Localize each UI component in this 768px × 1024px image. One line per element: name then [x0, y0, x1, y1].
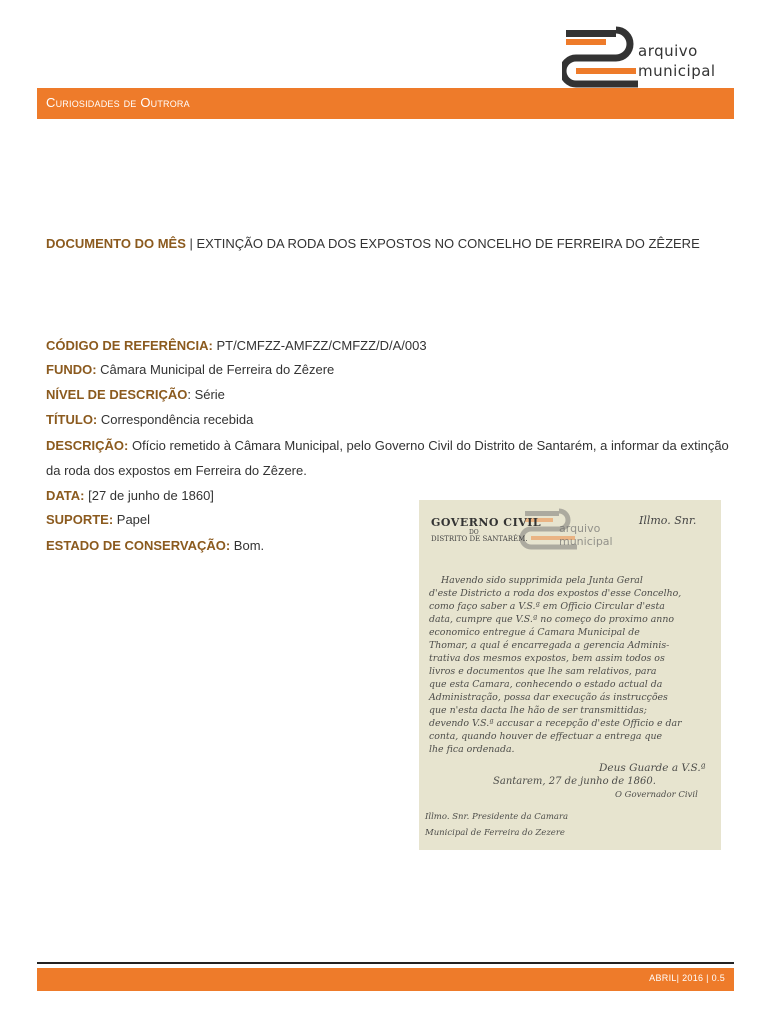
metadata-estado: [46, 534, 406, 558]
letter-line: livros e documentos que lhe sam relativos, para: [429, 666, 657, 677]
letter-line: d'este Districto a roda dos expostos d'esse Concelho,: [429, 588, 682, 599]
reference-label: CÓDIGO DE REFERÊNCIA:: [46, 338, 213, 353]
data-label: DATA:: [46, 488, 85, 503]
titulo-label: TÍTULO:: [46, 412, 98, 427]
logo-text-municipal: municipal: [638, 62, 716, 80]
data-value: [27 de junho de 1860]: [84, 488, 214, 503]
logo-text-arquivo: arquivo: [638, 42, 698, 60]
letter-line: Havendo sido supprimida pela Junta Geral: [441, 575, 643, 586]
letter-line: Municipal de Ferreira do Zezere: [425, 828, 565, 838]
section-header-bar: [37, 88, 734, 119]
letter-line: trativa dos mesmos expostos, bem assim todos os: [429, 653, 665, 664]
letter-line: conta, quando houver de effectuar a entrega que: [429, 731, 663, 742]
letterhead-governo-civil: GOVERNO CIVIL: [431, 516, 542, 529]
letter-line: que n'esta dacta lhe hão de ser transmittidas;: [429, 705, 647, 716]
suporte-value: Papel: [113, 512, 151, 527]
reference-value: PT/CMFZZ-AMFZZ/CMFZZ/D/A/003: [212, 338, 427, 353]
footer-page-info: ABRIL| 2016 | 0.5: [649, 973, 725, 983]
letter-line: O Governador Civil: [615, 790, 698, 800]
letter-line: data, cumpre que V.S.ª no começo do proximo anno: [429, 614, 675, 625]
metadata-nivel: [46, 383, 726, 407]
logo-mark-icon: [562, 26, 642, 88]
letter-line: devendo V.S.ª accusar a recepção d'este Officio e dar: [429, 718, 682, 729]
letter-line: Illmo. Snr. Presidente da Camara: [425, 812, 569, 822]
estado-label: ESTADO DE CONSERVAÇÃO:: [46, 538, 231, 553]
letter-line: lhe fica ordenada.: [429, 744, 515, 755]
historical-document-photo: [419, 500, 721, 850]
arquivo-municipal-logo: [562, 26, 732, 90]
letter-line: economico entregue á Camara Municipal de: [429, 627, 640, 638]
metadata-suporte: [46, 508, 406, 532]
suporte-label: SUPORTE:: [46, 512, 114, 527]
document-heading: [46, 236, 736, 251]
nivel-label: NÍVEL DE DESCRIÇÃO: [46, 387, 188, 402]
metadata-fundo: [46, 358, 726, 382]
document-heading-separator: |: [185, 236, 197, 251]
letterhead-distrito: DISTRITO DE SANTARÉM.: [431, 535, 528, 543]
footer-divider: [37, 962, 734, 964]
metadata-descricao: [46, 433, 730, 483]
document-heading-keyword: DOCUMENTO DO MÊS: [46, 236, 186, 251]
letter-salutation: Illmo. Snr.: [639, 514, 697, 527]
footer-bar: [37, 968, 734, 991]
document-heading-title: EXTINÇÃO DA RODA DOS EXPOSTOS NO CONCELHO DE FERREIRA DO ZÊZERE: [196, 236, 700, 251]
letter-line: Administração, possa dar execução ás instrucções: [429, 692, 668, 703]
fundo-value: Câmara Municipal de Ferreira do Zêzere: [96, 362, 335, 377]
letter-line: como faço saber a V.S.ª em Officio Circular d'esta: [429, 601, 665, 612]
descricao-value: Ofício remetido à Câmara Municipal, pelo Governo Civil do Distrito de Santarém, a informar da extinção da roda dos expostos em Ferreira do Zêzere.: [46, 438, 729, 478]
watermark-text-municipal: municipal: [559, 535, 613, 548]
letter-line: Thomar, a qual é encarregada a gerencia Adminis-: [429, 640, 670, 651]
letterhead-do: DO: [469, 529, 479, 536]
watermark-text-arquivo: arquivo: [559, 522, 601, 535]
letter-line: que esta Camara, conhecendo o estado actual da: [429, 679, 663, 690]
nivel-value: : Série: [187, 387, 225, 402]
letter-date: Santarem, 27 de junho de 1860.: [493, 776, 656, 787]
descricao-label: DESCRIÇÃO:: [46, 438, 129, 453]
titulo-value: Correspondência recebida: [97, 412, 254, 427]
metadata-reference: [46, 334, 726, 358]
estado-value: Bom.: [230, 538, 265, 553]
metadata-titulo: [46, 408, 726, 432]
fundo-label: FUNDO:: [46, 362, 97, 377]
letter-closing: Deus Guarde a V.S.ª: [599, 762, 706, 774]
section-title: Curiosidades de Outrora: [46, 95, 190, 110]
